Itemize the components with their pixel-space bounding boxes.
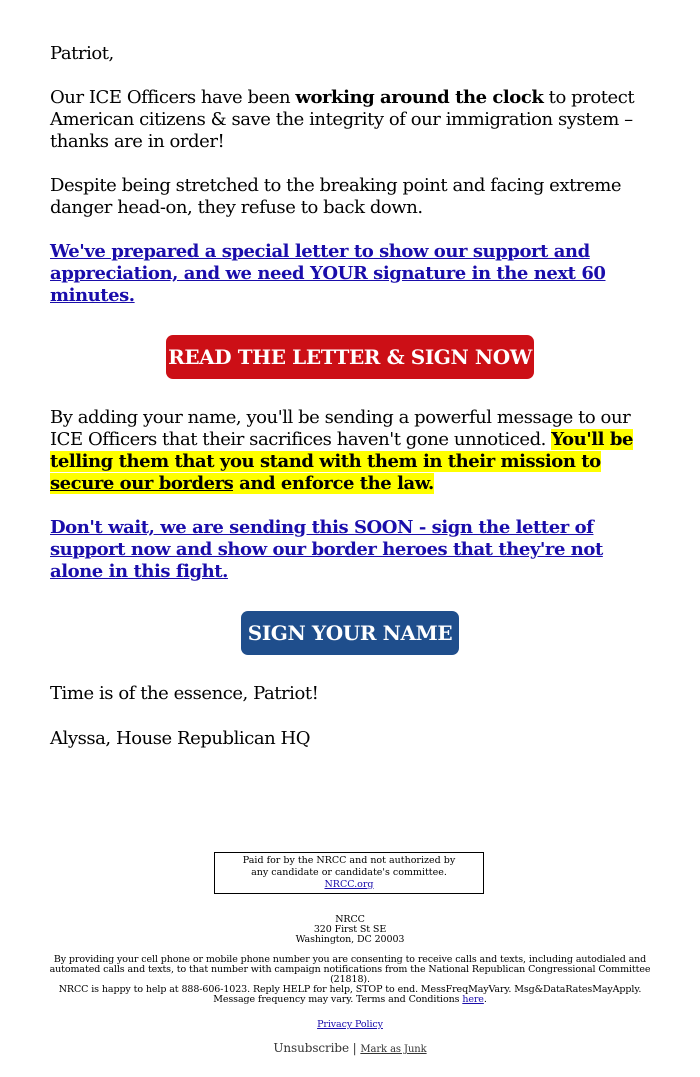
paid-for-text: Paid for by the NRCC and not authorized by any candidate or candidate's committee.	[242, 855, 456, 878]
signature: Alyssa, House Republican HQ	[50, 728, 311, 749]
mailing-address	[40, 915, 660, 945]
unsubscribe-row	[40, 1041, 660, 1057]
intro-paragraph	[50, 87, 650, 153]
separator: |	[352, 1041, 357, 1055]
intro-bold-phrase: working around the clock	[295, 87, 544, 108]
letter-link-paragraph	[50, 241, 650, 307]
mark-as-junk-link[interactable]: Mark as Junk	[360, 1044, 427, 1055]
highlighted-text-end: and enforce the law.	[233, 473, 434, 494]
address-line-1: 320 First St SE	[313, 924, 387, 935]
read-letter-sign-label: READ THE LETTER & SIGN NOW	[168, 345, 532, 369]
sign-your-name-button[interactable]	[241, 611, 459, 655]
letter-link[interactable]: We've prepared a special letter to show our support and appreciation, and we need YOUR signature in the next 60 minutes.	[50, 241, 606, 306]
help-end: .	[483, 994, 487, 1005]
greeting: Patriot,	[50, 43, 114, 64]
org-name: NRCC	[335, 914, 365, 925]
highlighted-text: You'll be telling them that you stand with them in their mission to	[50, 429, 634, 472]
message-paragraph	[50, 407, 650, 495]
consent-notice: By providing your cell phone or mobile phone number you are consenting to receive calls and texts, including autodialed and automated calls and texts, to that number with campaign notifications from the National Republican Congressional Committee (21818).	[49, 954, 651, 985]
paid-for-disclaimer	[214, 852, 484, 894]
closing-line: Time is of the essence, Patriot!	[50, 683, 319, 704]
message-plain-text: By adding your name, you'll be sending a powerful message to our ICE Officers that their sacrifices haven't gone unnoticed.	[50, 407, 631, 450]
terms-link[interactable]: here	[462, 994, 484, 1005]
highlighted-underlined-text: secure our borders	[50, 473, 234, 494]
read-letter-sign-button[interactable]	[166, 335, 534, 379]
intro-text-end: to protect American citizens & save the integrity of our immigration system – thanks are in order!	[50, 87, 635, 152]
sign-link-paragraph	[50, 517, 650, 583]
help-notice	[40, 985, 660, 1005]
danger-paragraph: Despite being stretched to the breaking point and facing extreme danger head-on, they refuse to back down.	[50, 175, 622, 218]
privacy-policy-link[interactable]: Privacy Policy	[317, 1019, 383, 1030]
sign-letter-link[interactable]: Don't wait, we are sending this SOON - sign the letter of support now and show our border heroes that they're not alone in this fight.	[50, 517, 603, 582]
nrcc-org-link[interactable]: NRCC.org	[324, 879, 374, 890]
address-line-2: Washington, DC 20003	[295, 934, 405, 945]
unsubscribe-text[interactable]: Unsubscribe	[273, 1041, 349, 1055]
intro-text-start: Our ICE Officers have been	[50, 87, 296, 108]
privacy-row	[40, 1020, 660, 1030]
help-text: NRCC is happy to help at 888-606-1023. Reply HELP for help, STOP to end. MessFreqMayVary. Msg&DataRatesMayApply. Message frequency may vary. Terms and Conditions	[58, 984, 642, 1005]
sign-your-name-label: SIGN YOUR NAME	[247, 621, 453, 645]
